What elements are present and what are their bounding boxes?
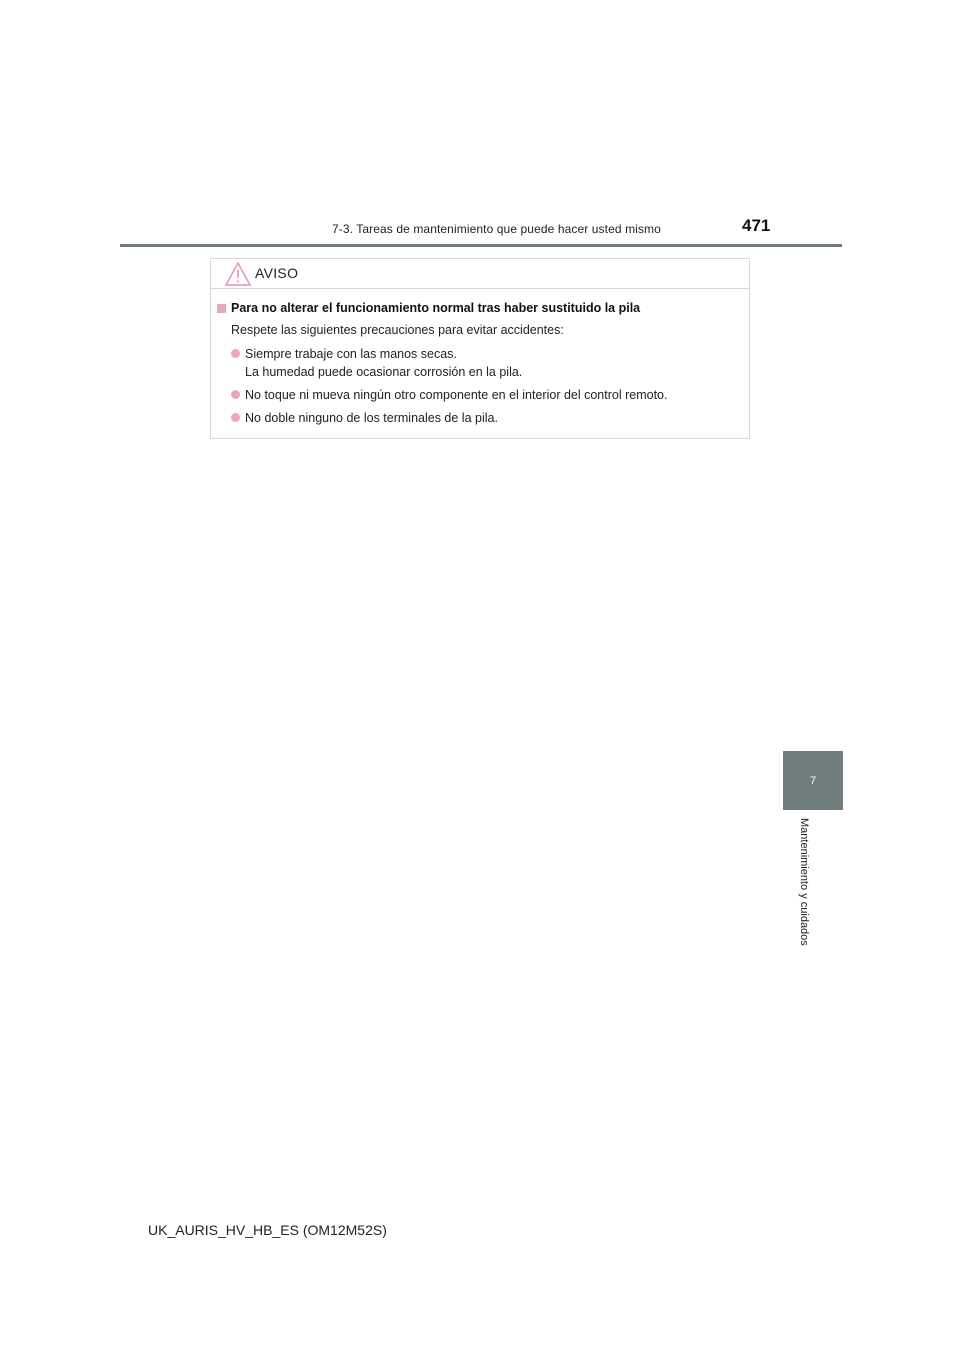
circle-bullet-icon (231, 349, 240, 358)
footer-document-code: UK_AURIS_HV_HB_ES (OM12M52S) (148, 1222, 387, 1238)
header-divider (120, 244, 842, 247)
chapter-tab (783, 751, 843, 810)
list-item-text: No doble ninguno de los terminales de la pila. (245, 411, 498, 425)
warning-box (210, 258, 750, 439)
list-item (231, 409, 741, 427)
square-bullet-icon (217, 304, 226, 313)
warning-label: AVISO (255, 265, 299, 281)
warning-intro: Respete las siguientes precauciones para evitar accidentes: (231, 323, 564, 337)
chapter-number: 7 (809, 774, 817, 787)
warning-title-text: Para no alterar el funcionamiento normal tras haber sustituido la pila (231, 301, 641, 315)
warning-triangle-icon (225, 262, 251, 286)
warning-section-title (217, 301, 640, 315)
chapter-title: Mantenimiento y cuidados (798, 818, 810, 946)
circle-bullet-icon (231, 390, 240, 399)
list-item (231, 386, 741, 404)
circle-bullet-icon (231, 413, 240, 422)
warning-list (231, 345, 741, 432)
warning-header (211, 259, 749, 289)
list-item-text: Siempre trabaje con las manos secas. La humedad puede ocasionar corrosión en la pila. (245, 347, 523, 379)
list-item (231, 345, 741, 381)
page-number: 471 (742, 216, 771, 235)
list-item-text: No toque ni mueva ningún otro componente en el interior del control remoto. (245, 388, 668, 402)
header-section-title: 7-3. Tareas de mantenimiento que puede hacer usted mismo (332, 222, 661, 236)
